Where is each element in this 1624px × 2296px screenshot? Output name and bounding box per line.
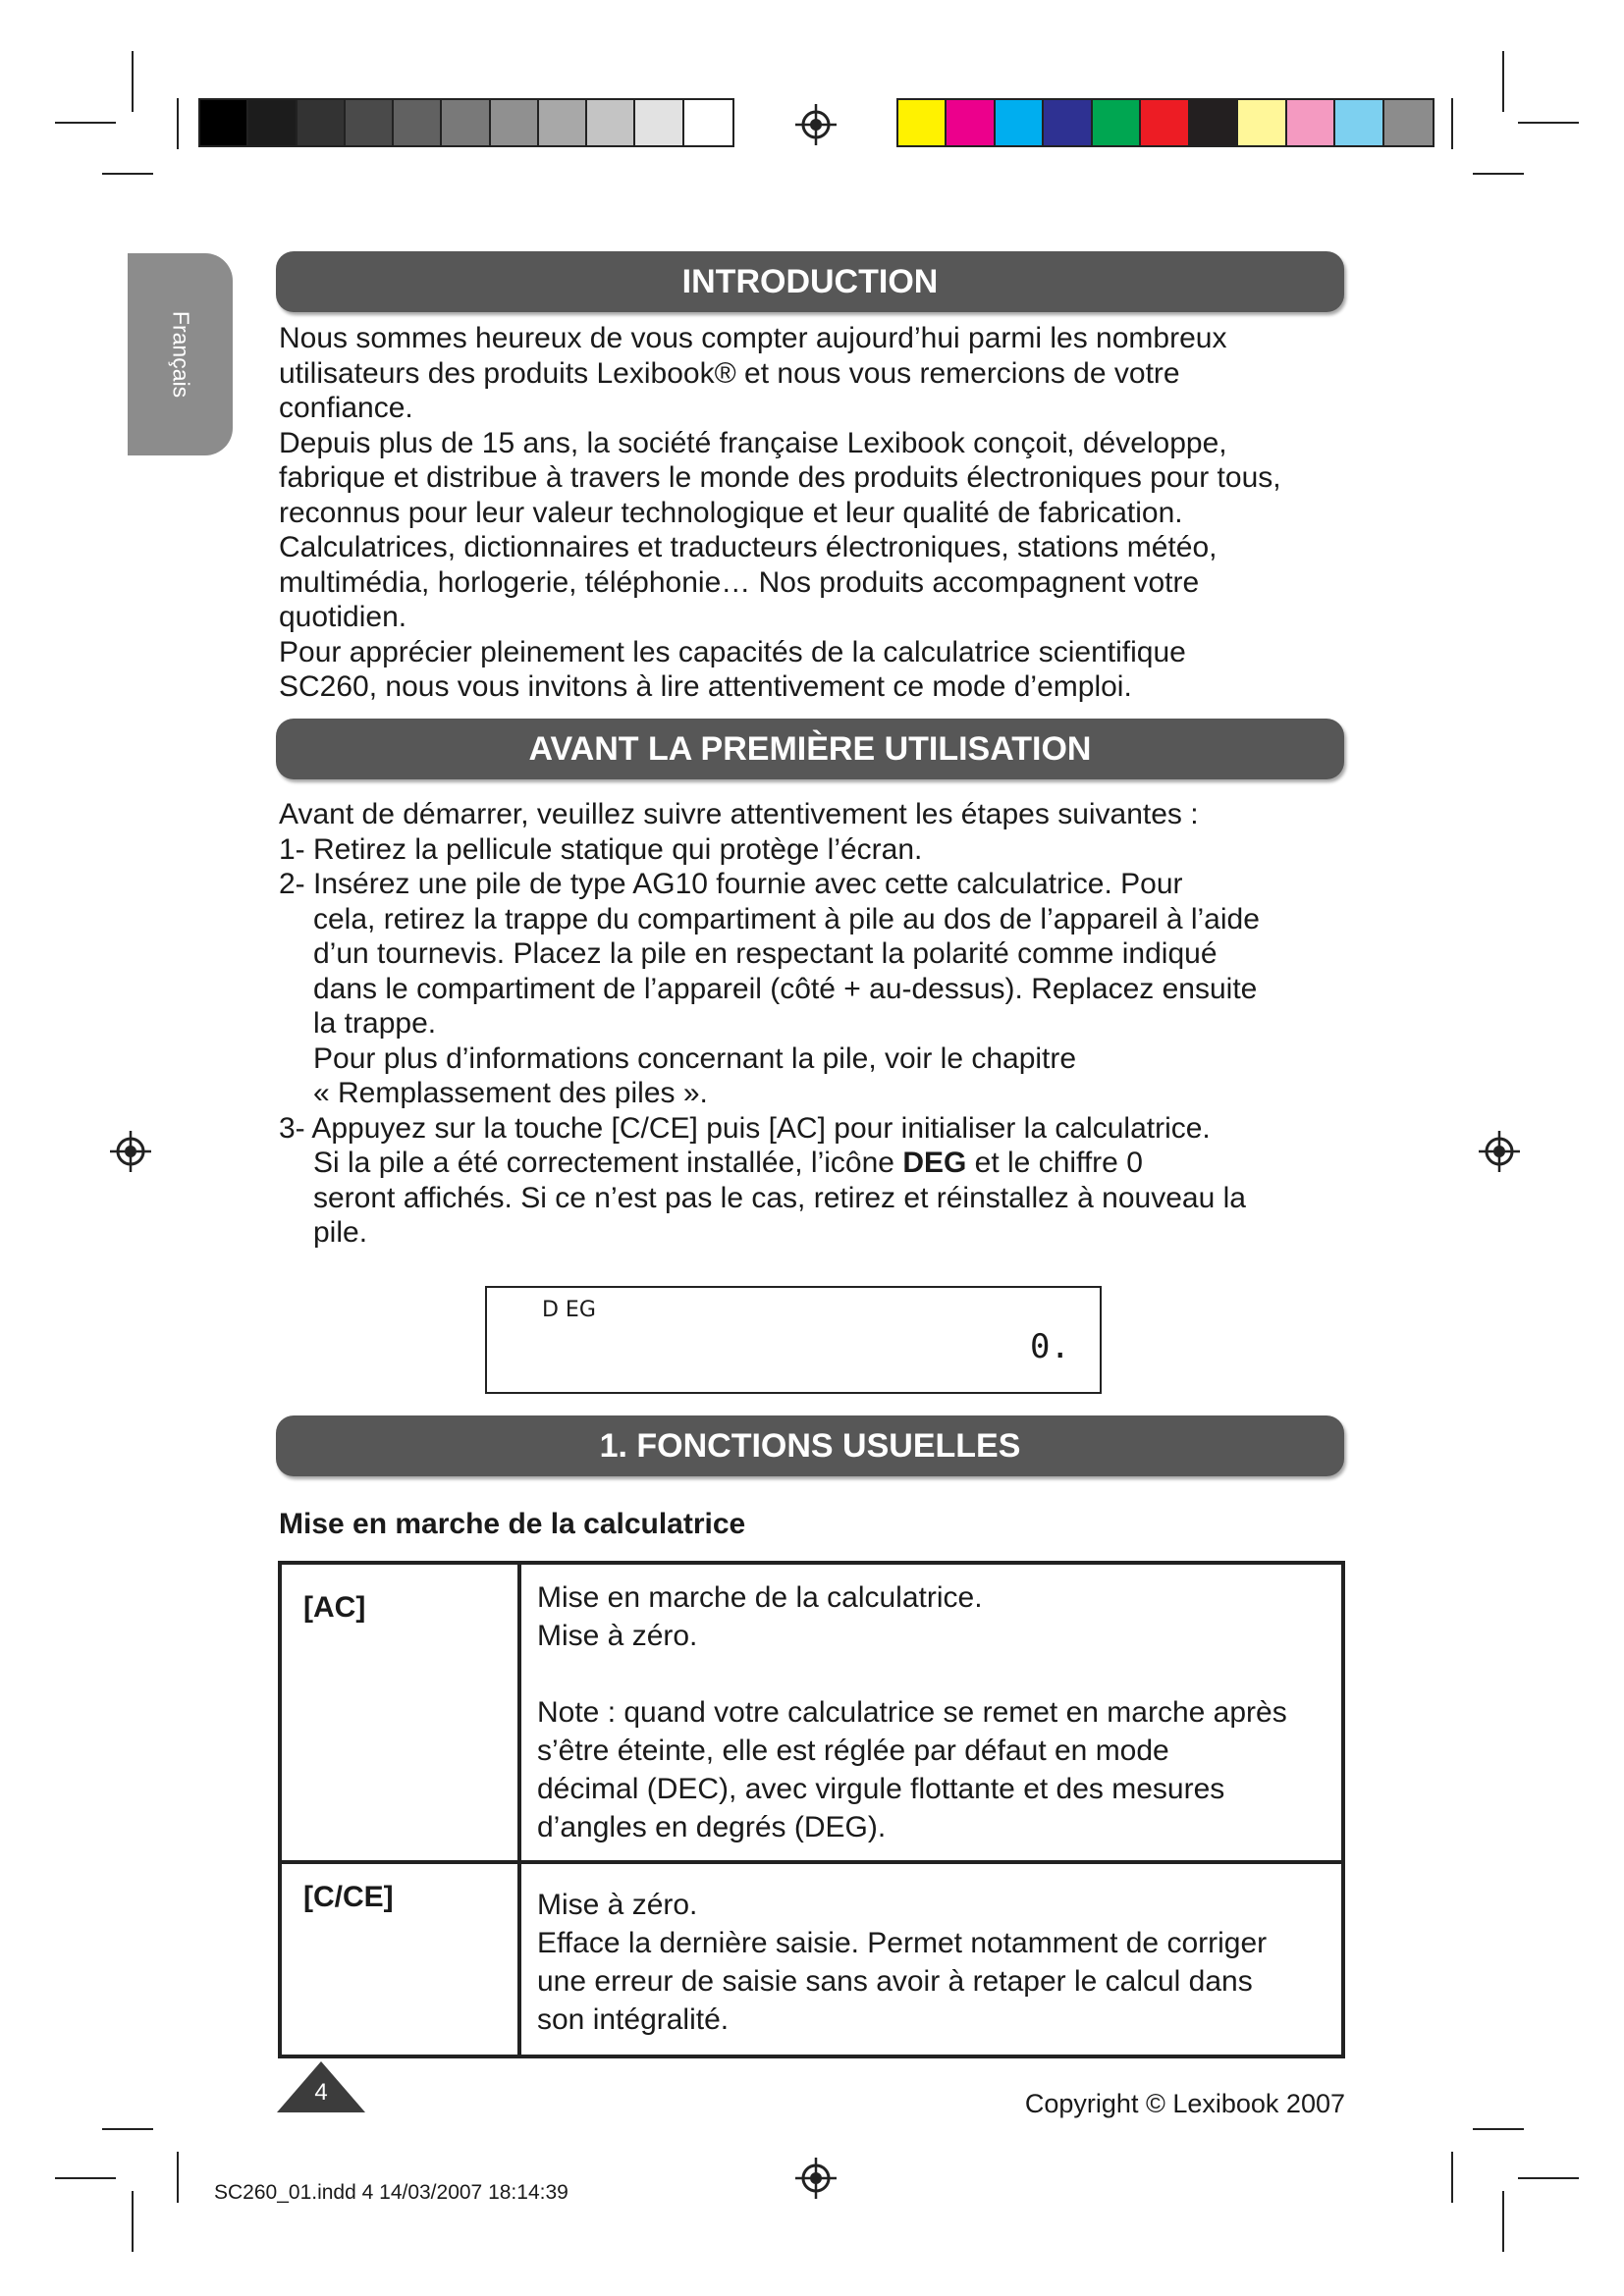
crop-mark [1451, 2152, 1453, 2203]
text-line: pile. [313, 1216, 368, 1249]
crop-mark [1473, 2128, 1524, 2130]
text-line: s’être éteinte, elle est réglée par défaut en mode [537, 1735, 1169, 1767]
text-span: et le chiffre 0 [966, 1147, 1143, 1179]
functions-table [278, 1561, 1345, 2058]
crop-mark [1502, 51, 1504, 112]
text-line: cela, retirez la trappe du compartiment à pile au dos de l’appareil à l’aide [313, 902, 1260, 935]
crop-mark [177, 2152, 179, 2203]
text-line: d’un tournevis. Placez la pile en respectant la polarité comme indiqué [313, 937, 1218, 970]
registration-mark-icon [793, 2156, 839, 2201]
grayscale-swatch [587, 100, 635, 145]
crop-mark [1518, 2177, 1579, 2179]
text-line: SC260, nous vous invitons à lire attentivement ce mode d’emploi. [279, 670, 1132, 703]
language-tab-label: Français [168, 310, 193, 399]
grayscale-swatch [635, 100, 683, 145]
text-line: son intégralité. [537, 2003, 730, 2036]
crop-mark [1451, 98, 1453, 149]
process-color-swatch [898, 100, 947, 145]
grayscale-swatch [442, 100, 490, 145]
text-line: reconnus pour leur valeur technologique et leur qualité de fabrication. [279, 496, 1183, 529]
table-row [280, 1563, 1343, 1862]
subsection-title: Mise en marche de la calculatrice [279, 1508, 746, 1540]
process-color-swatch [1044, 100, 1092, 145]
process-color-swatch [1141, 100, 1189, 145]
display-value: 0. [1030, 1327, 1070, 1366]
process-color-swatch [1287, 100, 1335, 145]
grayscale-swatch [298, 100, 346, 145]
step-1: 1- Retirez la pellicule statique qui protège l’écran. [279, 832, 923, 866]
section-header-functions: 1. FONCTIONS USUELLES [276, 1415, 1344, 1476]
registration-mark-icon [108, 1129, 153, 1174]
step-3: 3- Appuyez sur la touche [C/CE] puis [AC] pour initialiser la calculatrice. [279, 1111, 1211, 1145]
calculator-display [485, 1286, 1102, 1394]
text-line: seront affichés. Si ce n’est pas le cas, retirez et réinstallez à nouveau la [313, 1181, 1246, 1214]
text-span: Si la pile a été correctement installée, l’icône [313, 1147, 903, 1179]
section-header-introduction: INTRODUCTION [276, 251, 1344, 312]
key-description [519, 1563, 1343, 1862]
text-line [279, 1146, 1359, 1181]
grayscale-swatch [200, 100, 248, 145]
table-row [280, 1862, 1343, 2056]
crop-mark [55, 122, 116, 124]
text-line: Nous sommes heureux de vous compter aujourd’hui parmi les nombreux [279, 322, 1227, 354]
crop-mark [1518, 122, 1579, 124]
text-line: Mise en marche de la calculatrice. [537, 1581, 983, 1614]
text-line: multimédia, horlogerie, téléphonie… Nos produits accompagnent votre [279, 565, 1200, 599]
crop-mark [177, 98, 179, 149]
text-line: Mise à zéro. [537, 1889, 698, 1921]
text-line: dans le compartiment de l’appareil (côté + au-dessus). Replacez ensuite [313, 972, 1258, 1005]
text-line: une erreur de saisie sans avoir à retaper le calcul dans [537, 1965, 1253, 1998]
key-label: [C/CE] [280, 1862, 519, 2056]
copyright: Copyright © Lexibook 2007 [1024, 2089, 1345, 2118]
text-line: la trappe. [313, 1007, 437, 1040]
text-line: Pour plus d’informations concernant la pile, voir le chapitre [313, 1041, 1077, 1075]
introduction-text [279, 321, 1359, 705]
crop-mark [102, 2128, 153, 2130]
step-2: 2- Insérez une pile de type AG10 fournie avec cette calculatrice. Pour [279, 868, 1183, 900]
process-color-swatch [1335, 100, 1383, 145]
text-line: Mise à zéro. [537, 1620, 698, 1652]
registration-mark-icon [1477, 1129, 1522, 1174]
grayscale-swatch [539, 100, 587, 145]
process-color-bar [896, 98, 1435, 147]
language-tab [128, 253, 233, 455]
text-line: Depuis plus de 15 ans, la société française Lexibook conçoit, développe, [279, 426, 1227, 459]
text-line: décimal (DEC), avec virgule flottante et des mesures [537, 1773, 1225, 1805]
text-line: fabrique et distribue à travers le monde des produits électroniques pour tous, [279, 461, 1281, 494]
crop-mark [55, 2177, 116, 2179]
text-line: Pour apprécier pleinement les capacités de la calculatrice scientifique [279, 635, 1186, 668]
deg-bold: DEG [902, 1147, 967, 1179]
process-color-swatch [1190, 100, 1238, 145]
text-line: utilisateurs des produits Lexibook® et nous vous remercions de votre [279, 356, 1180, 390]
process-color-swatch [1238, 100, 1286, 145]
grayscale-swatch [346, 100, 394, 145]
process-color-swatch [996, 100, 1044, 145]
text-line: quotidien. [279, 601, 407, 633]
crop-mark [102, 173, 153, 175]
registration-mark-icon [793, 102, 839, 147]
key-label: [AC] [280, 1563, 519, 1862]
before-first-use-text [279, 797, 1359, 1251]
process-color-swatch [1093, 100, 1141, 145]
file-slug: SC260_01.indd 4 14/03/2007 18:14:39 [214, 2181, 568, 2204]
text-line: Efface la dernière saisie. Permet notamment de corriger [537, 1927, 1268, 1959]
crop-mark [132, 51, 134, 112]
key-description [519, 1862, 1343, 2056]
page-number: 4 [314, 2079, 328, 2106]
crop-mark [1502, 2191, 1504, 2252]
grayscale-swatch [394, 100, 442, 145]
text-line: « Remplassement des piles ». [313, 1077, 708, 1109]
text-line: Calculatrices, dictionnaires et traducteurs électroniques, stations météo, [279, 531, 1218, 563]
grayscale-swatch [684, 100, 732, 145]
text-line: d’angles en degrés (DEG). [537, 1811, 887, 1843]
crop-mark [1473, 173, 1524, 175]
text-line: confiance. [279, 392, 413, 424]
deg-indicator: D EG [542, 1298, 596, 1322]
section-header-before-first-use: AVANT LA PREMIÈRE UTILISATION [276, 719, 1344, 779]
grayscale-color-bar [198, 98, 734, 147]
process-color-swatch [947, 100, 995, 145]
grayscale-swatch [248, 100, 297, 145]
process-color-swatch [1384, 100, 1433, 145]
grayscale-swatch [491, 100, 539, 145]
crop-mark [132, 2191, 134, 2252]
text-line: Avant de démarrer, veuillez suivre attentivement les étapes suivantes : [279, 798, 1199, 830]
text-line: Note : quand votre calculatrice se remet en marche après [537, 1696, 1287, 1729]
